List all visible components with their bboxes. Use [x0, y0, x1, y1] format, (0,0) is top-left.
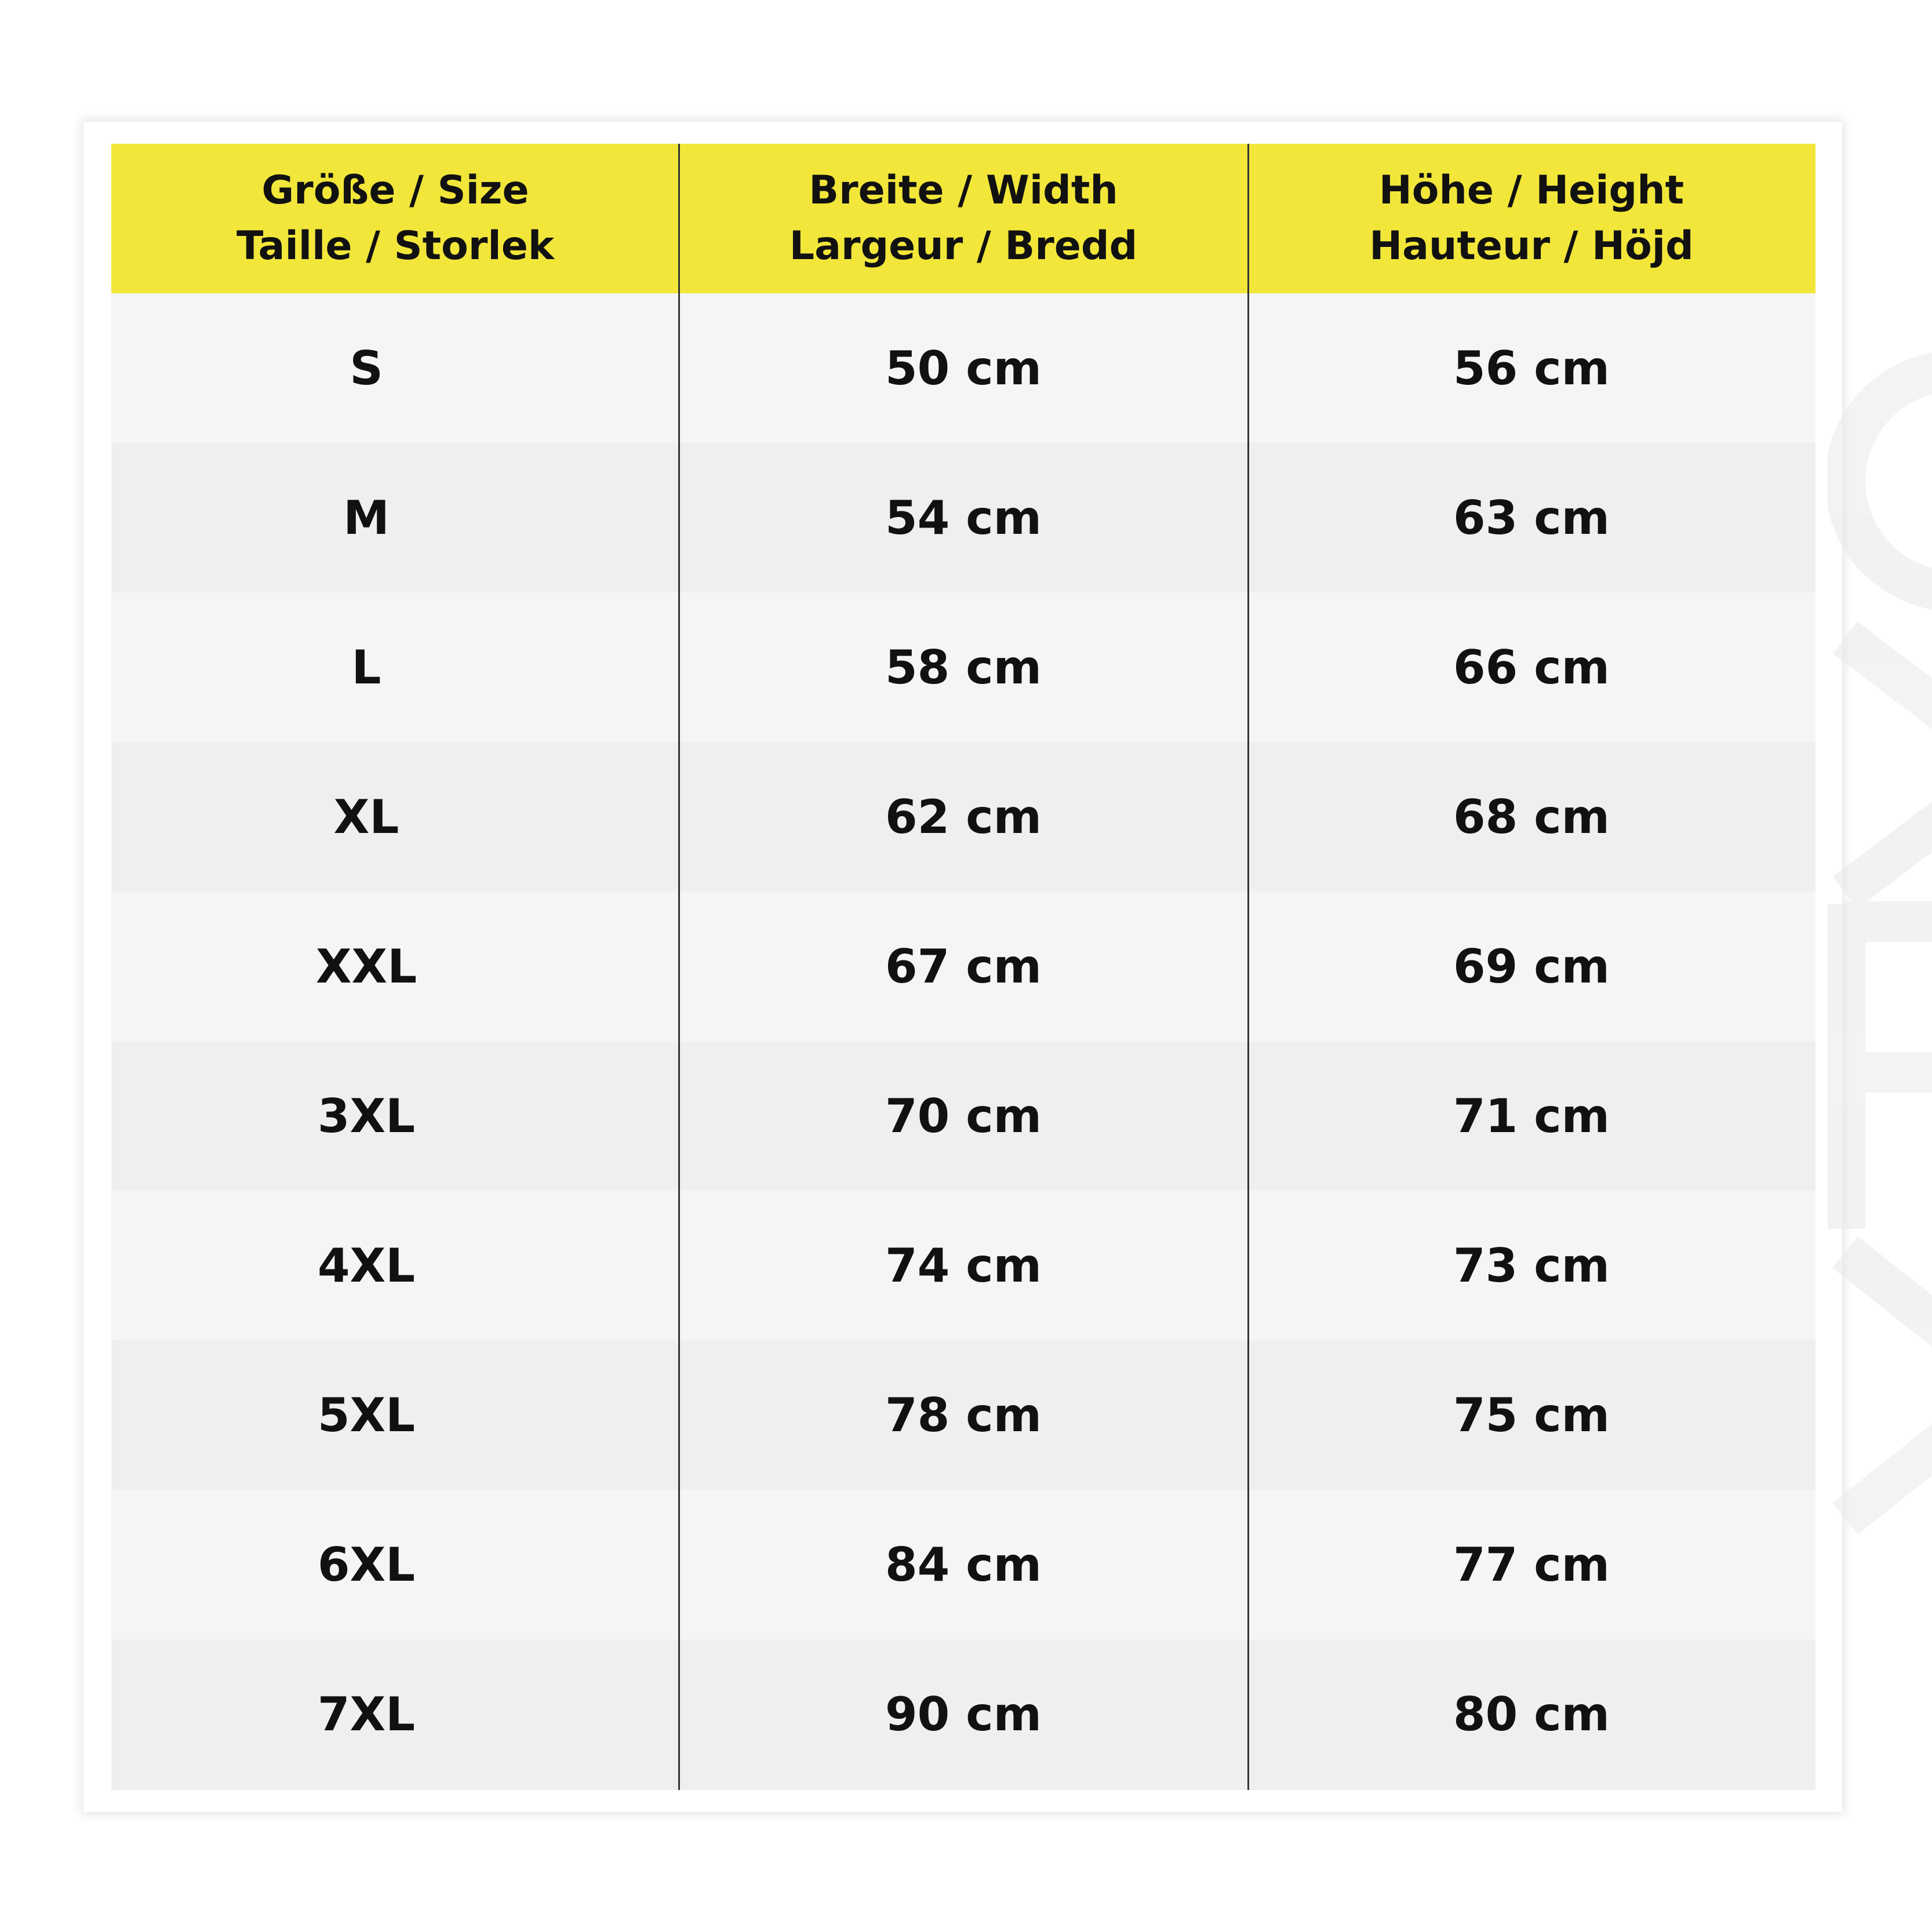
width-cell: 67 cm: [885, 939, 1042, 994]
table-row: [111, 1490, 1815, 1639]
table-row: [111, 1340, 1815, 1490]
table-row: [111, 742, 1815, 892]
table-row: [111, 892, 1815, 1041]
height-cell: 77 cm: [1453, 1537, 1610, 1592]
height-cell: 68 cm: [1453, 789, 1610, 844]
size-cell: 7XL: [317, 1687, 416, 1741]
height-cell: 73 cm: [1453, 1238, 1610, 1293]
width-cell: 74 cm: [885, 1238, 1042, 1293]
table-row: [111, 1041, 1815, 1191]
width-cell: 90 cm: [885, 1687, 1042, 1741]
height-cell: 71 cm: [1453, 1089, 1610, 1143]
size-cell: XL: [333, 789, 399, 844]
header-width-line1: Breite / Width: [809, 168, 1118, 213]
width-cell: 50 cm: [885, 341, 1042, 395]
width-cell: 58 cm: [885, 640, 1042, 694]
size-cell: XXL: [315, 939, 417, 994]
brand-watermark-logo: [1828, 325, 1932, 1600]
height-cell: 63 cm: [1453, 490, 1610, 545]
width-cell: 62 cm: [885, 789, 1042, 844]
width-cell: 84 cm: [885, 1537, 1042, 1592]
column-divider: [1247, 144, 1249, 1790]
size-cell: 3XL: [317, 1089, 416, 1143]
height-cell: 80 cm: [1453, 1687, 1610, 1741]
table-row: [111, 1191, 1815, 1340]
size-cell: L: [351, 640, 381, 694]
header-size-line1: Größe / Size: [261, 168, 529, 213]
table-row: [111, 293, 1815, 443]
height-cell: 69 cm: [1453, 939, 1610, 994]
width-cell: 54 cm: [885, 490, 1042, 545]
header-height-line2: Hauteur / Höjd: [1369, 223, 1694, 269]
table-header: [111, 144, 1815, 293]
table-row: [111, 1639, 1815, 1790]
size-cell: M: [343, 490, 390, 545]
header-height: [1247, 144, 1815, 293]
size-table: [111, 144, 1815, 1790]
header-size-line2: Taille / Storlek: [236, 223, 555, 269]
size-cell: 4XL: [317, 1238, 416, 1293]
header-width: [679, 144, 1247, 293]
height-cell: 56 cm: [1453, 341, 1610, 395]
header-size: [111, 144, 679, 293]
height-cell: 75 cm: [1453, 1388, 1610, 1442]
column-divider: [678, 144, 680, 1790]
size-cell: 6XL: [317, 1537, 416, 1592]
size-cell: 5XL: [317, 1388, 416, 1442]
table-row: [111, 443, 1815, 592]
height-cell: 66 cm: [1453, 640, 1610, 694]
width-cell: 78 cm: [885, 1388, 1042, 1442]
width-cell: 70 cm: [885, 1089, 1042, 1143]
header-height-line1: Höhe / Height: [1378, 168, 1684, 213]
size-chart-card: [83, 122, 1842, 1812]
header-width-line2: Largeur / Bredd: [789, 223, 1138, 269]
size-cell: S: [350, 341, 383, 395]
table-row: [111, 592, 1815, 742]
